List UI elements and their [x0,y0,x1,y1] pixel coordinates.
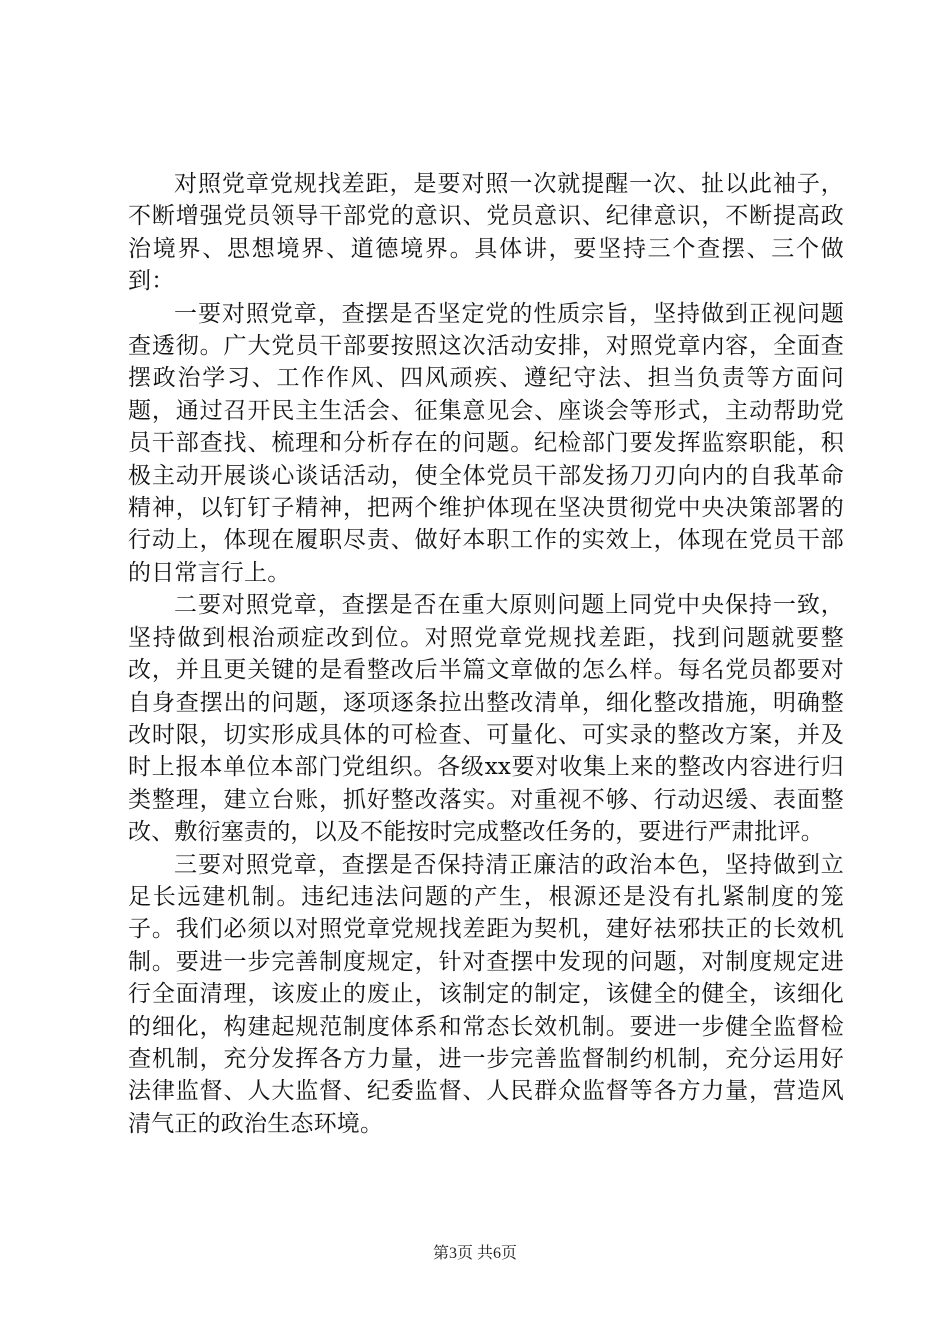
paragraph-point-one: 一要对照党章，查摆是否坚定党的性质宗旨，坚持做到正视问题查透彻。广大党员干部要按照这次活动安排，对照党章内容，全面查摆政治学习、工作作风、四风顽疾、遵纪守法、担当负责等方面问题，通过召开民主生活会、征集意见会、座谈会等形式，主动帮助党员干部查找、梳理和分析存在的问题。纪检部门要发挥监察职能，积极主动开展谈心谈话活动，使全体党员干部发扬刀刃向内的自我革命精神，以钉钉子精神，把两个维护体现在坚决贯彻党中央决策部署的行动上，体现在履职尽责、做好本职工作的实效上，体现在党员干部的日常言行上。 [128,300,844,586]
paragraph-point-three: 三要对照党章，查摆是否保持清正廉洁的政治本色，坚持做到立足长远建机制。违纪违法问题的产生，根源还是没有扎紧制度的笼子。我们必须以对照党章党规找差距为契机，建好祛邪扶正的长效机制。要进一步完善制度规定，针对查摆中发现的问题，对制度规定进行全面清理，该废止的废止，该制定的制定，该健全的健全，该细化的细化，构建起规范制度体系和常态长效机制。要进一步健全监督检查机制，充分发挥各方力量，进一步完善监督制约机制，充分运用好法律监督、人大监督、纪委监督、人民群众监督等各方力量，营造风清气正的政治生态环境。 [128,851,844,1137]
paragraph-intro: 对照党章党规找差距，是要对照一次就提醒一次、扯以此袖子，不断增强党员领导干部党的意识、党员意识、纪律意识，不断提高政治境界、思想境界、道德境界。具体讲，要坚持三个查摆、三个做到： [128,171,844,295]
document-body [128,168,844,1140]
paragraph-point-two: 二要对照党章，查摆是否在重大原则问题上同党中央保持一致，坚持做到根治顽症改到位。对照党章党规找差距，找到问题就要整改，并且更关键的是看整改后半篇文章做的怎么样。每名党员都要对自身查摆出的问题，逐项逐条拉出整改清单，细化整改措施，明确整改时限，切实形成具体的可检查、可量化、可实录的整改方案，并及时上报本单位本部门党组织。各级xx要对收集上来的整改内容进行归类整理，建立台账，抓好整改落实。对重视不够、行动迟缓、表面整改、敷衍塞责的，以及不能按时完成整改任务的，要进行严肃批评。 [128,592,844,846]
page-number-footer: 第3页 共6页 [432,1245,517,1262]
